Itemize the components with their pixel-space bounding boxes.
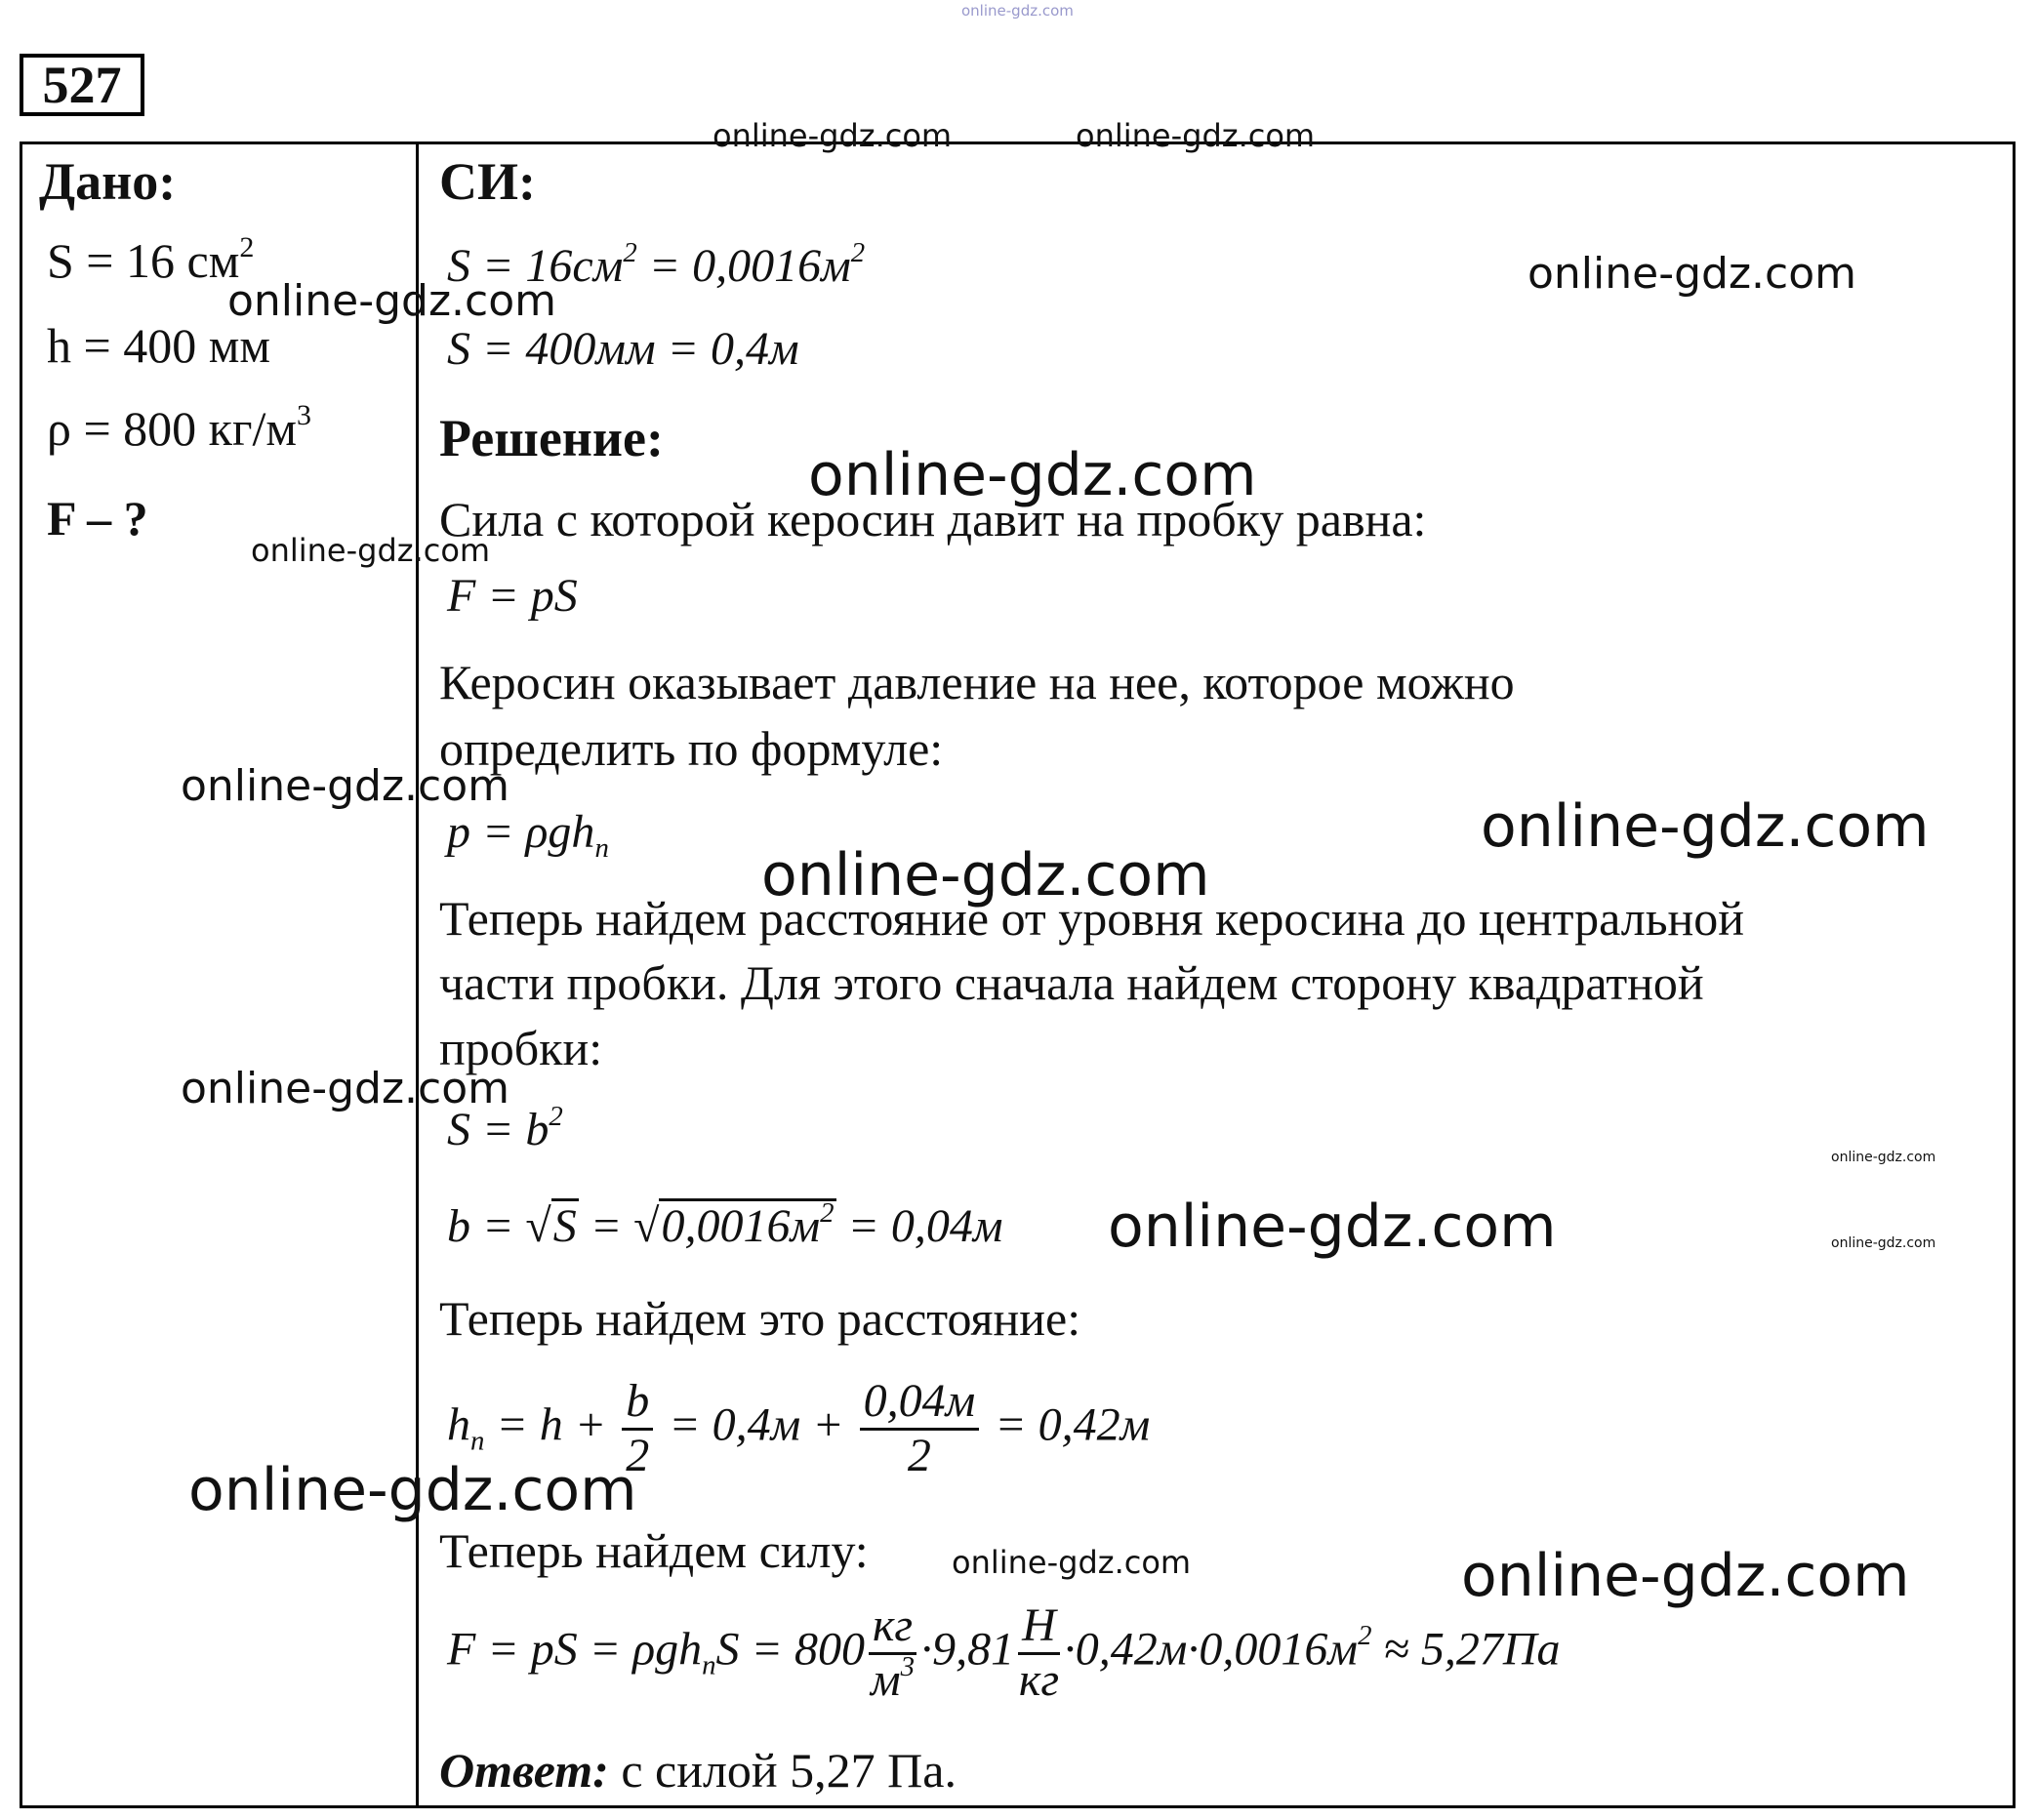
problem-number: 527 [20, 54, 144, 116]
watermark-4: online-gdz.com [227, 276, 557, 326]
formula-force: F = pS [447, 570, 578, 622]
solution-text-5: Теперь найдем силу: [439, 1523, 869, 1578]
si-header: СИ: [439, 152, 536, 211]
watermark-10: online-gdz.com [181, 1064, 510, 1113]
solution-text-3c: пробки: [439, 1021, 603, 1075]
formula-area-side: $S = b^2$ [447, 1100, 563, 1155]
solution-text-3b: части пробки. Для этого сначала найдем сторону квадратной [439, 955, 1704, 1010]
formula-depth: $h_n = h$ + $\frac{b}{2}$ = 0,4м + $\frac{0,04м}{2}$ = 0,42м [447, 1375, 1151, 1481]
watermark-12: online-gdz.com [1108, 1193, 1557, 1261]
watermark-13: online-gdz.com [1831, 1235, 1936, 1251]
given-unknown: F – ? [47, 491, 148, 546]
watermark-15: online-gdz.com [952, 1544, 1192, 1581]
watermark-6: online-gdz.com [251, 532, 491, 569]
formula-side: $b = √S = √0,0016м^2 = 0,04м$ [447, 1196, 1003, 1252]
solution-text-4: Теперь найдем это расстояние: [439, 1291, 1081, 1346]
watermark-7: online-gdz.com [181, 761, 510, 811]
given-rho: ρ = 800 $кг/м^3$ [47, 399, 311, 456]
watermark-8: online-gdz.com [1481, 792, 1930, 861]
watermark-3: online-gdz.com [1527, 249, 1857, 299]
given-h: h = 400 мм [47, 318, 270, 373]
solution-text-2b: определить по формуле: [439, 721, 944, 776]
formula-final-force: F = pS = ρgh$_n$S = 800 $\frac{кг}{м^3}$ ·9,81 $\frac{Н}{кг}$ $\cdot 0,42м\cdot 0,0016м^2 \approx 5,27Па$ [447, 1599, 1561, 1706]
solution-header: Решение: [439, 409, 664, 467]
given-s: S = 16 $см^2$ [47, 231, 255, 288]
solution-text-3a: Теперь найдем расстояние от уровня керосина до центральной [439, 891, 1745, 946]
watermark-1: online-gdz.com [713, 117, 953, 154]
watermark-16: online-gdz.com [1461, 1542, 1910, 1610]
watermark-5: online-gdz.com [808, 441, 1257, 509]
watermark-14: online-gdz.com [188, 1456, 637, 1524]
solution-text-2a: Керосин оказывает давление на нее, которое можно [439, 655, 1515, 709]
answer: Ответ: с силой 5,27 Па. [439, 1743, 957, 1798]
solution-text-1: Сила с которой керосин давит на пробку равна: [439, 492, 1427, 546]
watermark-11: online-gdz.com [1831, 1150, 1936, 1165]
watermark-2: online-gdz.com [1076, 117, 1316, 154]
watermark-9: online-gdz.com [761, 841, 1210, 910]
formula-pressure: p = ρgh$_n$ [447, 806, 609, 865]
column-divider [416, 142, 419, 1808]
top-watermark: online-gdz.com [961, 2, 1074, 20]
given-header: Дано: [39, 152, 177, 211]
si-line-area: $S = 16см^2 = 0,0016м^2$ [447, 236, 866, 292]
si-line-height: S = 400мм = 0,4м [447, 323, 799, 375]
